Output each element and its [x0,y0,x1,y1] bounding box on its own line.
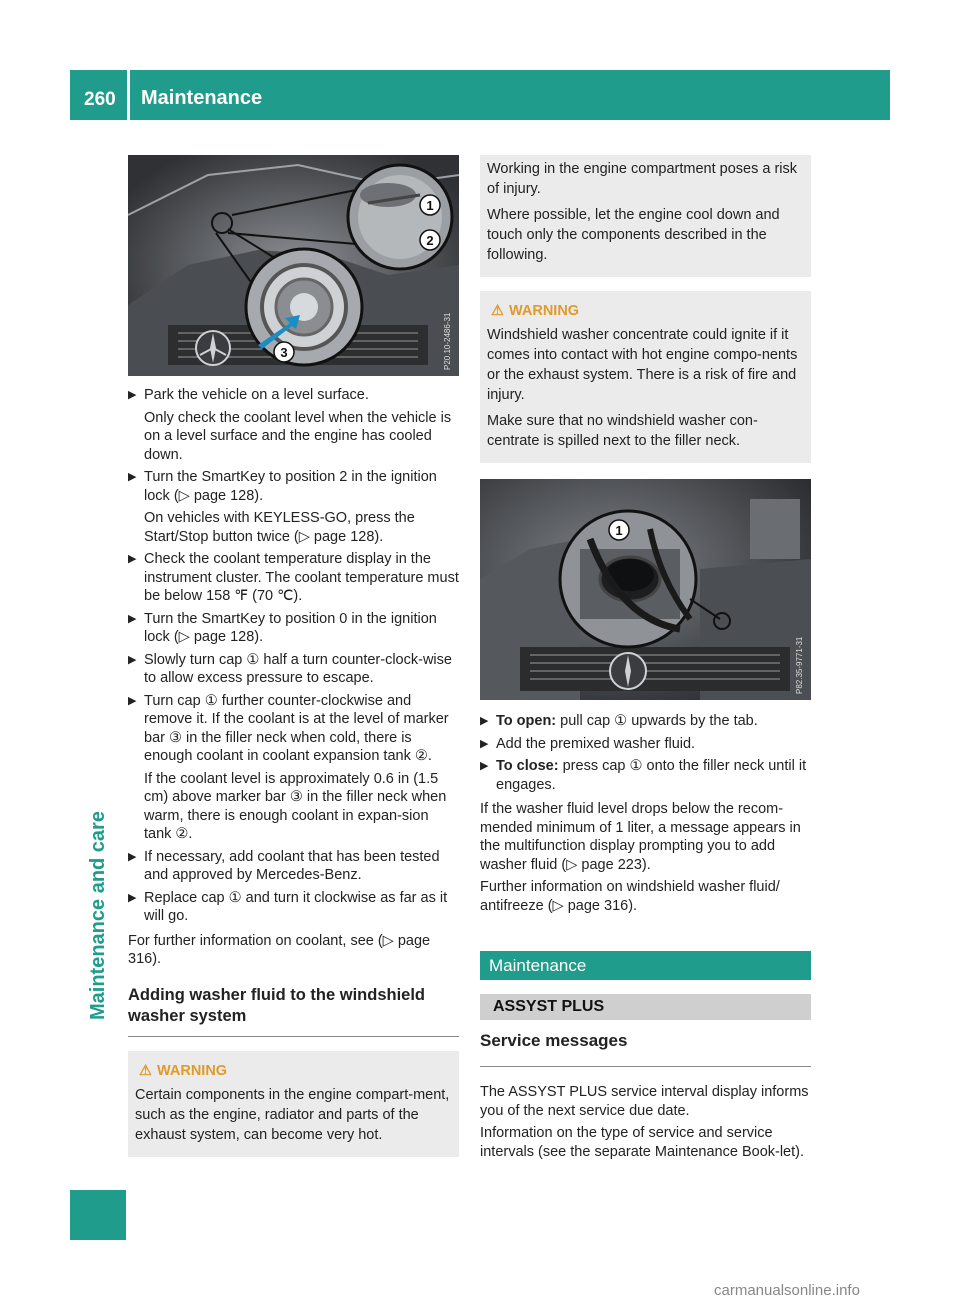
coolant-step [128,692,459,844]
assyst-plus-subheading: ASSYST PLUS [480,994,811,1020]
info-text-1: Working in the engine compartment poses a risk of injury. [487,161,798,197]
warning-triangle-icon: ⚠ [491,303,504,319]
step-text: Replace cap ① and turn it clockwise as far as it will go. [144,889,448,924]
step-text: Check the coolant temperature display in the instrument cluster. The coolant temperature must be below 158 ℉ (70 ℃). [144,551,459,604]
step-body: press cap ① onto the filler neck until it engages. [496,758,807,793]
washer-step [480,735,811,754]
step-arrow-icon: ▶ [128,694,137,707]
assyst-info-2: Information on the type of service and service intervals (see the separate Maintenance Book-let). [480,1125,805,1160]
coolant-further-info: For further information on coolant, see (▷ page 316). [128,932,431,967]
step-body: Add the premixed washer fluid. [496,735,696,752]
step-arrow-icon: ▶ [128,553,137,565]
step-arrow-icon: ▶ [128,891,137,904]
footer-site-watermark: carmanualsonline.info [714,1282,860,1299]
svg-text:3: 3 [280,345,288,360]
page-number: 260 [84,89,116,110]
washer-steps [480,712,811,794]
svg-text:1: 1 [426,198,434,213]
coolant-step [128,610,459,647]
step-text [496,712,811,731]
warning-text: Certain components in the engine compart-ment, such as the engine, radiator and parts of the exhaust system, can become very hot. [135,1086,450,1143]
step-text: Slowly turn cap ① half a turn counter-clock-wise to allow excess pressure to escape. [144,651,452,686]
coolant-step [128,386,459,464]
washer-level-info: If the washer fluid level drops below the recom-mended minimum of 1 liter, a message appears in the multifunction display prompting you to add washer fluid (▷ page 223). [480,801,801,873]
assyst-info-1: The ASSYST PLUS service interval display informs you of the next service due date. [480,1084,809,1119]
step-arrow-icon: ▶ [128,850,137,863]
step-arrow-icon: ▶ [480,760,489,772]
step-text: Park the vehicle on a level surface. [144,387,369,403]
step-arrow-icon: ▶ [480,737,489,750]
step-arrow-icon: ▶ [128,471,137,483]
warning-box-washer-concentrate [480,291,811,463]
info-text-2: Where possible, let the engine cool down and touch only the components described in the following. [487,207,780,263]
page-title: Maintenance [141,87,263,109]
step-arrow-icon: ▶ [480,715,489,727]
step-arrow-icon: ▶ [128,389,137,401]
side-tab-marker [70,1190,126,1240]
coolant-step [128,468,459,546]
washer-step [480,757,811,794]
coolant-step [128,651,459,688]
washer-antifreeze-info: Further information on windshield washer fluid/ antifreeze (▷ page 316). [480,879,780,914]
coolant-step [128,848,459,885]
svg-text:2: 2 [426,233,434,248]
warning-triangle-icon: ⚠ [139,1062,152,1079]
warning-text-2: Make sure that no windshield washer con-centrate is spilled next to the filler neck. [487,413,758,449]
step-body: pull cap ① upwards by the tab. [556,713,758,729]
washer-figure [480,479,811,700]
warning-text-1: Windshield washer concentrate could ignite if it comes into contact with hot engine compo-nents or the exhaust system. There is a risk of fire and injury. [487,327,798,403]
service-messages-heading: Service messages [480,1030,811,1067]
header-divider [127,70,130,120]
step-text: On vehicles with KEYLESS-GO, press the Start/Stop button twice (▷ page 128). [144,510,415,545]
warning-title: ⚠ WARNING [139,1062,228,1079]
info-box-injury-risk [480,155,811,277]
step-bold-label: To close: [496,758,559,774]
step-text: Turn the SmartKey to position 2 in the ignition lock (▷ page 128). [144,469,437,504]
side-tab-label: Maintenance and care [87,811,109,1020]
step-text: If the coolant level is approximately 0.6 in (1.5 cm) above marker bar ③ in the filler neck when warm, there is enough coolant in expan-sion tank ②. [144,770,447,842]
step-arrow-icon: ▶ [128,653,137,666]
left-column [128,155,459,1157]
step-text [496,735,811,754]
step-text: Only check the coolant level when the vehicle is on a level surface and the engine has cooled down. [144,409,452,463]
step-bold-label: To open: [496,713,557,729]
svg-text:1: 1 [615,523,623,538]
right-column [480,155,811,1161]
maintenance-section-heading: Maintenance [480,951,811,980]
step-text [496,757,811,794]
washer-step [480,712,811,731]
figure-code: P20.10-2486-31 [443,312,452,370]
coolant-step [128,550,459,606]
warning-box-hot-components [128,1051,459,1157]
warning-title: ⚠ WARNING [491,303,580,319]
coolant-steps [128,386,459,926]
coolant-figure [128,155,459,376]
step-text: If necessary, add coolant that has been tested and approved by Mercedes-Benz. [144,848,440,883]
coolant-markers [128,155,459,376]
washer-markers [480,479,811,700]
step-arrow-icon: ▶ [128,612,137,625]
washer-section-heading: Adding washer fluid to the windshield washer system [128,985,459,1037]
step-text: Turn the SmartKey to position 0 in the ignition lock (▷ page 128). [144,610,437,645]
coolant-step [128,889,459,926]
figure-code: P82.35-9771-31 [795,636,804,694]
step-text: Turn cap ① further counter-clockwise and remove it. If the coolant is at the level of marker bar ③ in the filler neck when cold, there is enough coolant in coolant expansion tank ②. [144,692,449,764]
